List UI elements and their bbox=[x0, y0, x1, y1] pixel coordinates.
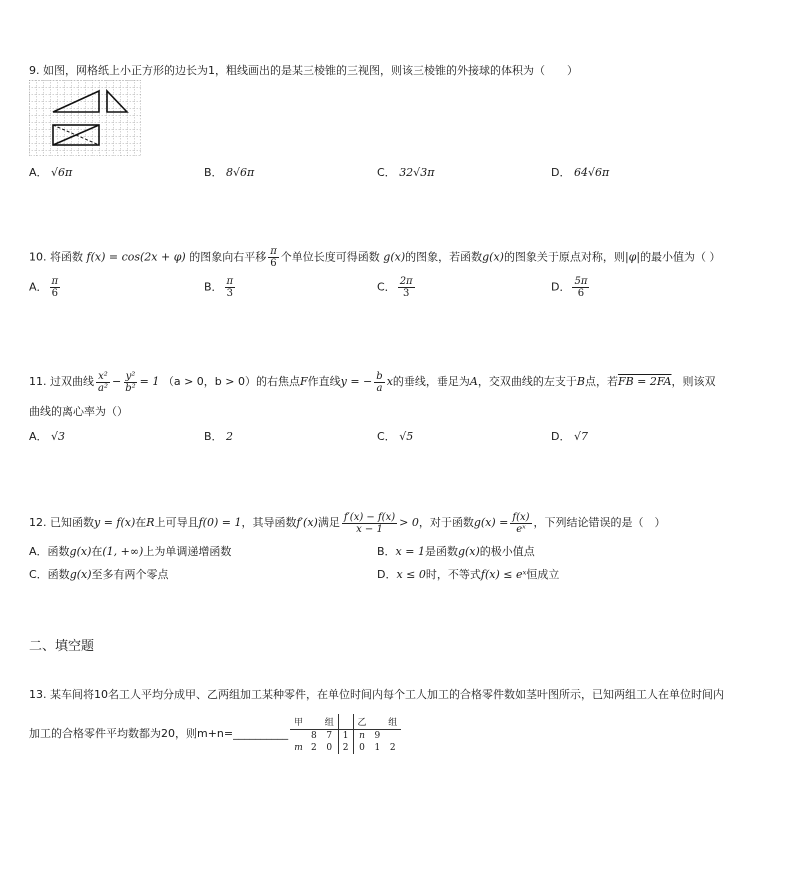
q11-option-d[interactable]: D． √7 bbox=[551, 430, 588, 443]
stem-leaf-plot: 甲 组 乙 组 8 7 1 n 9 m 2 0 2 0 1 2 bbox=[290, 714, 401, 754]
q12-option-b[interactable]: B．x = 1是函数g(x)的极小值点 bbox=[377, 545, 535, 558]
three-view-figure bbox=[29, 80, 141, 156]
q10-option-c[interactable]: C． $\frac{2\pi}{3}$ bbox=[377, 276, 413, 299]
q11-option-c[interactable]: C． √5 bbox=[377, 430, 414, 443]
q10-stem: 10. 将函数 f(x) = cos(2x + φ) 的图象向右平移 $\frac{\pi}{6}$ 个单位长度可得函数 g(x)的图象，若函数g(x)的图象关于原点对称，则|φ|的最小值为（ ） bbox=[29, 246, 721, 269]
q13-stem-line2: 加工的合格零件平均数都为20，则m+n=__________ bbox=[29, 727, 289, 740]
q9-stem: 9. 如图，网格纸上小正方形的边长为1，粗线画出的是某三棱锥的三视图，则该三棱锥的外接球的体积为（ ） bbox=[29, 64, 578, 77]
section-heading-fill-blank: 二、填空题 bbox=[29, 639, 95, 654]
q11-stem-line2: 曲线的离心率为（） bbox=[29, 405, 128, 418]
q9-option-a[interactable]: A． √6π bbox=[29, 166, 73, 179]
q13-answer-blank[interactable]: __________ bbox=[233, 727, 289, 740]
q11-option-a[interactable]: A． √3 bbox=[29, 430, 66, 443]
q9-option-c[interactable]: C． 32√3π bbox=[377, 166, 435, 179]
q11-option-b[interactable]: B． 2 bbox=[204, 430, 234, 443]
q10-option-b[interactable]: B． $\frac{\pi}{3}$ bbox=[204, 276, 234, 299]
q10-option-a[interactable]: A． $\frac{\pi}{6}$ bbox=[29, 276, 59, 299]
q12-option-a[interactable]: A．函数g(x)在(1, +∞)上为单调递增函数 bbox=[29, 545, 232, 558]
q11-stem: 11. 过双曲线 $\frac{\text{x²}}{\text{a²}}$ − $\frac{\text{y²}}{\text{b²}}$ = 1 （a > 0，b > 0）的右焦点F作直线y = − $\frac{b}{a}$ x的垂线，垂足为A，交双曲线的左支于B点，若FB = 2FA，则该双 bbox=[29, 370, 716, 394]
q9-option-b[interactable]: B． 8√6π bbox=[204, 166, 255, 179]
q12-stem: 12. 已知函数y = f(x)在R上可导且f(0) = 1，其导函数f′(x)满足 $\frac{f'(x) - f(x)}{x - 1}$ > 0，对于函数g(x) = $\frac{f(x)}{\text{eˣ}}$ ，下列结论错误的是（ ） bbox=[29, 511, 666, 535]
q12-option-c[interactable]: C．函数g(x)至多有两个零点 bbox=[29, 568, 169, 581]
q13-stem-line1: 13. 某车间将10名工人平均分成甲、乙两组加工某种零件，在单位时间内每个工人加工的合格零件数如茎叶图所示，已知两组工人在单位时间内 bbox=[29, 688, 724, 701]
q9-option-d[interactable]: D． 64√6π bbox=[551, 166, 610, 179]
q12-option-d[interactable]: D．x ≤ 0时，不等式f(x) ≤ eˣ恒成立 bbox=[377, 568, 560, 581]
q10-shift-fraction: $\frac{\pi}{6}$ bbox=[270, 246, 277, 269]
q10-option-d[interactable]: D． $\frac{5\pi}{6}$ bbox=[551, 276, 588, 299]
